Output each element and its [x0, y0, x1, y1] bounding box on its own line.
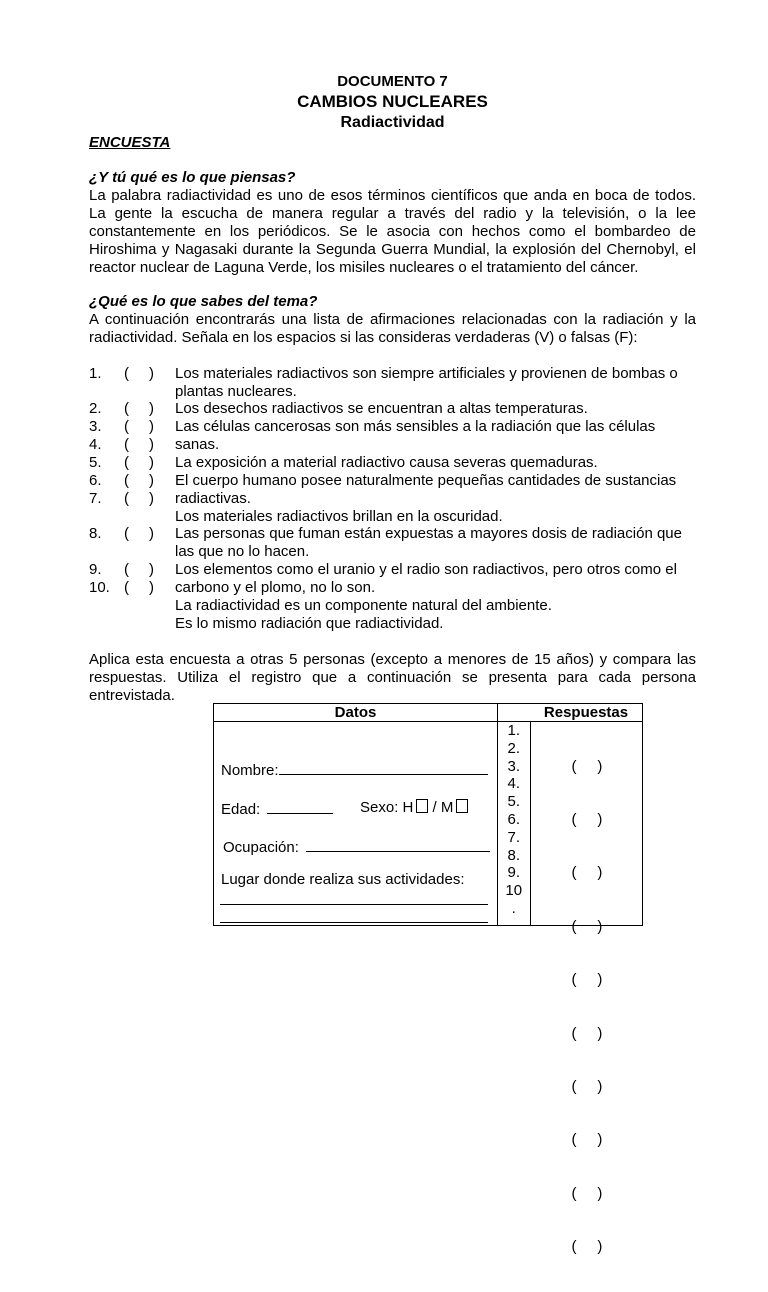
answer-blank-open[interactable]: (: [124, 525, 129, 542]
datos-cell: [214, 722, 498, 926]
question-heading-2: ¿Qué es lo que sabes del tema?: [89, 293, 318, 310]
answer-blank[interactable]: ( ): [571, 810, 603, 828]
ocupacion-row: [223, 837, 490, 856]
answer-blank-close: ): [149, 436, 154, 453]
statement-line: plantas nucleares.: [175, 383, 297, 400]
lugar-field-line-1[interactable]: [220, 890, 488, 905]
answer-blank-close: ): [149, 472, 154, 489]
answer-number: 10: [505, 882, 523, 900]
paragraph-line: Hiroshima y Nagasaki durante la Segunda Guerra Mundial, la explosión del Chernobyl, el: [89, 240, 696, 258]
answer-number: 2.: [507, 739, 520, 757]
list-number: 10.: [89, 579, 110, 596]
statement-line: carbono y el plomo, no lo son.: [175, 579, 376, 596]
answer-blank-open[interactable]: (: [124, 436, 129, 453]
answer-number: 9.: [507, 864, 520, 882]
answer-blank[interactable]: ( ): [571, 1131, 603, 1149]
list-number: 5.: [89, 454, 102, 471]
answer-blank-open[interactable]: (: [124, 472, 129, 489]
paragraph-line: A continuación encontrarás una lista de afirmaciones relacionadas con la radiación y la: [89, 311, 696, 328]
answer-blank-open[interactable]: (: [124, 365, 129, 382]
answer-blank-open[interactable]: (: [124, 490, 129, 507]
answer-blank-close: ): [149, 525, 154, 542]
answer-blank-open[interactable]: (: [124, 418, 129, 435]
interview-register-table: [213, 703, 643, 1256]
answer-blank-close: ): [149, 490, 154, 507]
paragraph-line: Aplica esta encuesta a otras 5 personas (excepto a menores de 15 años) y compara las: [89, 651, 696, 668]
statement-line: Los materiales radiactivos son siempre artificiales y provienen de bombas o: [175, 365, 678, 382]
answer-blank-close: ): [149, 365, 154, 382]
answer-blank-close: ): [149, 561, 154, 578]
answer-blank[interactable]: ( ): [571, 1238, 603, 1256]
answer-blank[interactable]: ( ): [571, 864, 603, 882]
answer-number: 8.: [507, 846, 520, 864]
answer-blank[interactable]: ( ): [571, 917, 603, 935]
answer-blank[interactable]: ( ): [571, 1077, 603, 1095]
statement-line: Las personas que fuman están expuestas a mayores dosis de radiación que: [175, 525, 682, 542]
ocupacion-field[interactable]: [306, 837, 490, 852]
answer-blank-close: ): [149, 400, 154, 417]
list-number: 2.: [89, 400, 102, 417]
statement-line: La exposición a material radiactivo causa severas quemaduras.: [175, 454, 598, 471]
answer-blank-close: ): [149, 579, 154, 596]
answer-number: 3.: [507, 757, 520, 775]
sexo-m-checkbox[interactable]: [456, 799, 468, 813]
section-label: ENCUESTA: [89, 134, 171, 151]
list-number: 8.: [89, 525, 102, 542]
respuestas-header-num: [498, 704, 531, 722]
nombre-row: [221, 760, 488, 779]
statement-line: Los desechos radiactivos se encuentran a altas temperaturas.: [175, 400, 588, 417]
sexo-h-checkbox[interactable]: [416, 799, 428, 813]
page-title: CAMBIOS NUCLEARES: [297, 92, 488, 111]
list-number: 3.: [89, 418, 102, 435]
statement-line: Los elementos como el uranio y el radio son radiactivos, pero otros como el: [175, 561, 677, 578]
statement-line: Es lo mismo radiación que radiactividad.: [175, 615, 444, 632]
answer-number: 7.: [507, 828, 520, 846]
paragraph-line: reactor nuclear de Laguna Verde, los misiles nucleares o el tratamiento del cáncer.: [89, 258, 639, 276]
answer-blank-cell: [530, 722, 643, 1256]
paragraph-line: La palabra radiactividad es uno de esos términos científicos que anda en boca de todos.: [89, 187, 696, 204]
answer-blank[interactable]: ( ): [571, 1024, 603, 1042]
sexo-separator: / M: [432, 799, 454, 816]
paragraph-line: radiactividad. Señala en los espacios si las consideras verdaderas (V) o falsas (F):: [89, 328, 638, 346]
answer-blank-open[interactable]: (: [124, 400, 129, 417]
document-number: DOCUMENTO 7: [337, 73, 448, 90]
lugar-label: Lugar donde realiza sus actividades:: [221, 871, 465, 888]
answer-blank-open[interactable]: (: [124, 454, 129, 471]
nombre-label: Nombre:: [221, 762, 279, 779]
datos-header: Datos: [214, 704, 498, 722]
list-intro-paragraph: [89, 311, 696, 347]
answer-blank-close: ): [149, 454, 154, 471]
answer-blank-open[interactable]: (: [124, 579, 129, 596]
lugar-field-line-2[interactable]: [220, 908, 488, 923]
paragraph-line: constantemente en los periódicos. Se le asocia con hechos como el bombardeo de: [89, 222, 696, 240]
statement-line: las que no lo hacen.: [175, 543, 310, 560]
page-subtitle: Radiactividad: [340, 114, 445, 131]
answer-number: 5.: [507, 793, 520, 811]
intro-paragraph: [89, 187, 696, 276]
edad-label: Edad:: [221, 801, 261, 818]
answer-number: .: [511, 899, 516, 917]
statement-line: sanas.: [175, 436, 220, 453]
list-number: 6.: [89, 472, 102, 489]
list-number: 1.: [89, 365, 102, 382]
answer-number-cell: [498, 722, 531, 926]
edad-field[interactable]: [267, 799, 333, 814]
answer-blank[interactable]: ( ): [571, 757, 603, 775]
sexo-label: Sexo: H: [360, 799, 414, 816]
nombre-field[interactable]: [279, 760, 488, 775]
question-heading-1: ¿Y tú qué es lo que piensas?: [89, 169, 296, 186]
answer-blank-close: ): [149, 418, 154, 435]
sexo-row: [360, 799, 468, 816]
statement-line: radiactivas.: [175, 490, 251, 507]
answer-number: 6.: [507, 810, 520, 828]
respuestas-header: Respuestas: [530, 704, 643, 722]
edad-row: [221, 799, 333, 818]
answer-blank-open[interactable]: (: [124, 561, 129, 578]
answer-number: 4.: [507, 775, 520, 793]
ocupacion-label: Ocupación:: [223, 839, 299, 856]
statement-line: Los materiales radiactivos brillan en la oscuridad.: [175, 508, 503, 525]
list-number: 7.: [89, 490, 102, 507]
statement-line: La radiactividad es un componente natural del ambiente.: [175, 597, 552, 614]
list-number: 9.: [89, 561, 102, 578]
answer-blank[interactable]: ( ): [571, 1184, 603, 1202]
paragraph-line: respuestas. Utiliza el registro que a continuación se presenta para cada persona: [89, 668, 696, 686]
statement-line: Las células cancerosas son más sensibles a la radiación que las células: [175, 418, 656, 435]
paragraph-line: La gente la escucha de manera regular a través del radio y la televisión, o la lee: [89, 204, 696, 222]
instructions-paragraph: [89, 651, 696, 705]
list-number: 4.: [89, 436, 102, 453]
answer-blank[interactable]: ( ): [571, 971, 603, 989]
statement-line: El cuerpo humano posee naturalmente pequeñas cantidades de sustancias: [175, 472, 677, 489]
paragraph-line: entrevistada.: [89, 686, 175, 704]
answer-number: 1.: [507, 722, 520, 739]
